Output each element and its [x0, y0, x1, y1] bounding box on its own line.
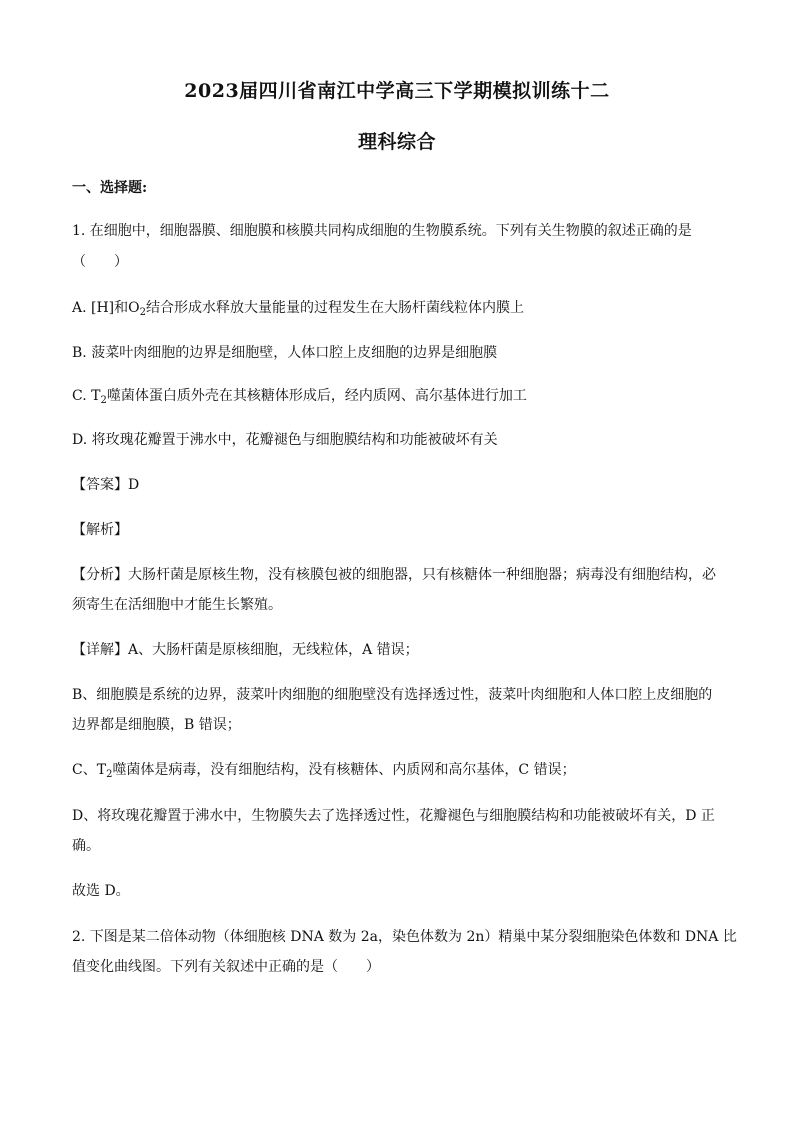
- section-heading: 一、选择题:: [72, 180, 148, 196]
- q1-option-c-sub: 2: [100, 395, 107, 406]
- q2-stem-line1: 2. 下图是某二倍体动物（体细胞核 DNA 数为 2a，染色体数为 2n）精巢中某分裂细胞染色体数和 DNA 比: [72, 929, 737, 945]
- xiangjie-label: 【详解】: [72, 642, 128, 658]
- q1-option-c-pre: C. T: [72, 388, 101, 404]
- q1-option-b: B. 菠菜叶肉细胞的边界是细胞壁，人体口腔上皮细胞的边界是细胞膜: [72, 345, 498, 361]
- fenxi-label: 【分析】: [72, 567, 128, 583]
- q1-option-c-post: 噬菌体蛋白质外壳在其核糖体形成后，经内质网、高尔基体进行加工: [106, 388, 527, 404]
- q2-stem-line2: 值变化曲线图。下列有关叙述中正确的是（ ）: [72, 959, 380, 975]
- q1-xiangjie-b1: B、细胞膜是系统的边界，菠菜叶肉细胞的细胞壁没有选择透过性，菠菜叶肉细胞和人体口腔上皮细胞的: [72, 687, 713, 703]
- q1-option-d: D. 将玫瑰花瓣置于沸水中，花瓣褪色与细胞膜结构和功能被破坏有关: [72, 432, 498, 448]
- q1-stem-line2: （ ）: [72, 254, 128, 270]
- q1-stem-line1: 1. 在细胞中，细胞器膜、细胞膜和核膜共同构成细胞的生物膜系统。下列有关生物膜的叙述正确的是: [72, 223, 692, 239]
- q1-option-a-sub: 2: [139, 307, 146, 318]
- q1-answer: [72, 475, 724, 495]
- document-subtitle: 理科综合: [357, 131, 436, 153]
- q1-fenxi-line2: 须寄生在活细胞中才能生长繁殖。: [72, 597, 282, 613]
- q1-xiangjie-a: [72, 640, 724, 660]
- xiangjie-c-post: 噬菌体是病毒，没有细胞结构，没有核糖体、内质网和高尔基体，C 错误；: [112, 762, 576, 778]
- q1-option-a: [72, 298, 724, 318]
- q1-conclusion: 故选 D。: [72, 883, 130, 899]
- answer-value: D: [128, 477, 140, 493]
- q1-xiangjie-c: [72, 760, 724, 780]
- answer-label: 【答案】: [72, 477, 128, 493]
- xiangjie-a-text: A、大肠杆菌是原核细胞，无线粒体，A 错误；: [128, 642, 419, 658]
- q1-xiangjie-b2: 边界都是细胞膜，B 错误；: [72, 717, 241, 733]
- q1-xiangjie-d1: D、将玫瑰花瓣置于沸水中，生物膜失去了选择透过性，花瓣褪色与细胞膜结构和功能被破坏有关，D 正: [72, 808, 715, 824]
- q1-option-c: [72, 386, 724, 406]
- xiangjie-c-pre: C、T: [72, 762, 107, 778]
- q1-option-a-post: 结合形成水释放大量能量的过程发生在大肠杆菌线粒体内膜上: [146, 300, 524, 316]
- fenxi-text: 大肠杆菌是原核生物，没有核膜包被的细胞器，只有核糖体一种细胞器；病毒没有细胞结构，必: [128, 567, 716, 583]
- q1-xiangjie-d2: 确。: [72, 838, 100, 854]
- q1-fenxi-line1: [72, 565, 724, 585]
- xiangjie-c-sub: 2: [106, 769, 113, 780]
- document-title: 2023届四川省南江中学高三下学期模拟训练十二: [184, 80, 610, 102]
- q1-analysis-label: 【解析】: [72, 522, 128, 538]
- q1-option-a-pre: A. [H]和O: [72, 300, 140, 316]
